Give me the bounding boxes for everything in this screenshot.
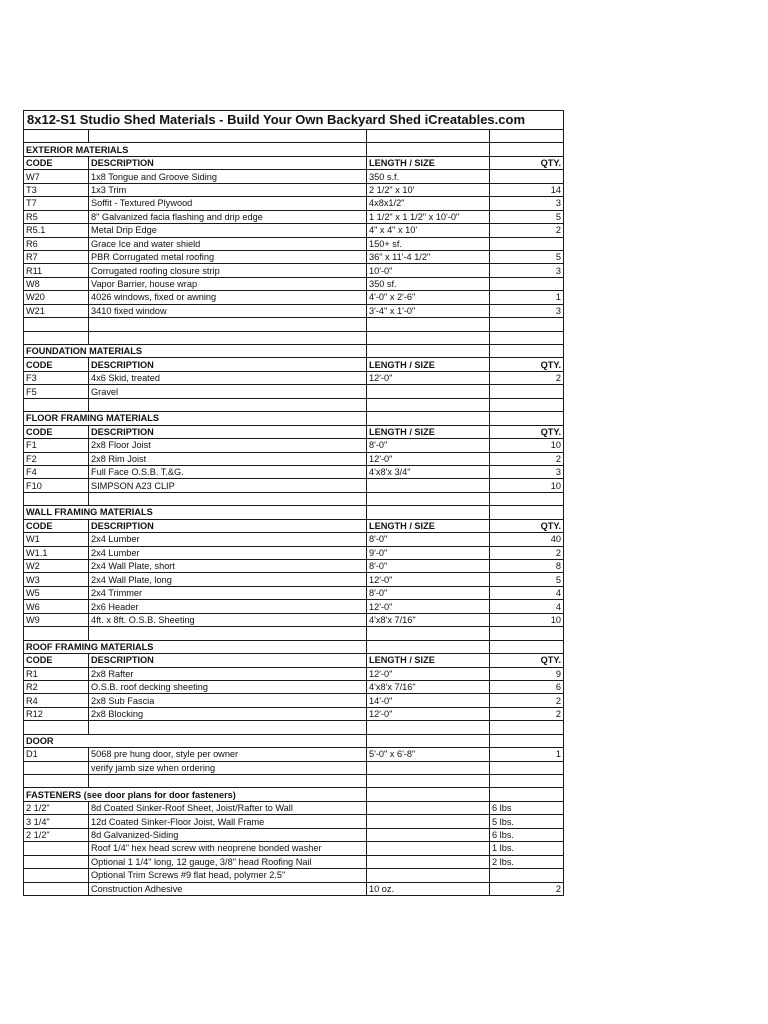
blank-cell (24, 775, 89, 788)
description-cell: 2x8 Rim Joist (89, 452, 367, 465)
description-cell: O.S.B. roof decking sheeting (89, 680, 367, 693)
table-row (24, 560, 564, 573)
size-cell (367, 761, 490, 774)
code-cell: F3 (24, 371, 89, 384)
length-header: LENGTH / SIZE (367, 519, 490, 532)
blank-cell (367, 492, 490, 505)
description-cell: Vapor Barrier, house wrap (89, 277, 367, 290)
size-cell: 4'-0" x 2'-6" (367, 291, 490, 304)
section-row (24, 506, 564, 519)
blank-cell (490, 492, 564, 505)
description-cell: 2x4 Wall Plate, long (89, 573, 367, 586)
size-cell: 8'-0" (367, 586, 490, 599)
blank-row (24, 398, 564, 411)
table-row (24, 291, 564, 304)
table-row (24, 694, 564, 707)
qty-cell: 2 (490, 546, 564, 559)
size-cell (367, 385, 490, 398)
blank-row (24, 775, 564, 788)
qty-cell: 14 (490, 183, 564, 196)
length-header: LENGTH / SIZE (367, 654, 490, 667)
table-row (24, 170, 564, 183)
table-row (24, 761, 564, 774)
description-cell: Metal Drip Edge (89, 224, 367, 237)
blank-cell (367, 788, 490, 801)
table-row (24, 371, 564, 384)
qty-cell: 2 (490, 707, 564, 720)
blank-cell (24, 627, 89, 640)
blank-cell (490, 398, 564, 411)
blank-cell (24, 331, 89, 344)
qty-cell: 2 (490, 224, 564, 237)
blank-cell (89, 775, 367, 788)
code-cell (24, 869, 89, 882)
code-cell: 2 1/2" (24, 828, 89, 841)
description-cell: 8" Galvanized facia flashing and drip edge (89, 210, 367, 223)
qty-cell: 3 (490, 264, 564, 277)
code-cell: R12 (24, 707, 89, 720)
fastener-row (24, 842, 564, 855)
size-cell (367, 842, 490, 855)
qty-cell: 2 (490, 882, 564, 895)
section-row (24, 345, 564, 358)
code-cell: F10 (24, 479, 89, 492)
blank-row (24, 318, 564, 331)
blank-cell (367, 130, 490, 143)
blank-cell (490, 640, 564, 653)
code-header: CODE (24, 358, 89, 371)
size-cell: 1 1/2" x 1 1/2" x 10'-0" (367, 210, 490, 223)
size-cell: 12'-0" (367, 707, 490, 720)
blank-cell (367, 734, 490, 747)
table-row (24, 667, 564, 680)
column-header-row (24, 654, 564, 667)
sheet-title: 8x12-S1 Studio Shed Materials - Build Your Own Backyard Shed iCreatables.com (24, 111, 564, 130)
description-cell: 3410 fixed window (89, 304, 367, 317)
size-cell (367, 479, 490, 492)
section-row (24, 412, 564, 425)
blank-cell (367, 721, 490, 734)
table-row (24, 197, 564, 210)
code-cell: R5.1 (24, 224, 89, 237)
size-cell: 5'-0" x 6'-8" (367, 748, 490, 761)
description-cell: Construction Adhesive (89, 882, 367, 895)
size-cell: 14'-0" (367, 694, 490, 707)
table-row (24, 600, 564, 613)
description-cell: 4026 windows, fixed or awning (89, 291, 367, 304)
blank-row (24, 627, 564, 640)
size-cell (367, 801, 490, 814)
blank-row (24, 721, 564, 734)
blank-cell (367, 143, 490, 156)
section-title: FASTENERS (see door plans for door fasteners) (24, 788, 367, 801)
amount-cell (490, 869, 564, 882)
code-cell (24, 855, 89, 868)
qty-header: QTY. (490, 156, 564, 169)
description-header: DESCRIPTION (89, 519, 367, 532)
size-cell: 12'-0" (367, 371, 490, 384)
code-cell (24, 882, 89, 895)
table-row (24, 237, 564, 250)
code-cell: F1 (24, 439, 89, 452)
table-row (24, 465, 564, 478)
blank-cell (490, 788, 564, 801)
description-cell: Full Face O.S.B. T.&G. (89, 465, 367, 478)
code-header: CODE (24, 425, 89, 438)
code-cell (24, 842, 89, 855)
table-row (24, 586, 564, 599)
blank-cell (89, 492, 367, 505)
code-cell: R5 (24, 210, 89, 223)
fastener-row (24, 801, 564, 814)
table-row (24, 613, 564, 626)
size-cell: 36" x 11'-4 1/2" (367, 250, 490, 263)
size-cell (367, 869, 490, 882)
code-cell: W2 (24, 560, 89, 573)
blank-cell (490, 627, 564, 640)
section-title: FOUNDATION MATERIALS (24, 345, 367, 358)
section-row (24, 734, 564, 747)
blank-cell (24, 492, 89, 505)
description-cell: 2x4 Wall Plate, short (89, 560, 367, 573)
description-cell: 2x8 Sub Fascia (89, 694, 367, 707)
size-cell: 8'-0" (367, 533, 490, 546)
size-cell: 4'x8'x 3/4" (367, 465, 490, 478)
blank-cell (490, 721, 564, 734)
section-row (24, 788, 564, 801)
code-cell: R2 (24, 680, 89, 693)
table-row (24, 546, 564, 559)
description-cell: 2x4 Trimmer (89, 586, 367, 599)
description-cell: Gravel (89, 385, 367, 398)
blank-cell (89, 627, 367, 640)
blank-row (24, 130, 564, 143)
column-header-row (24, 156, 564, 169)
blank-cell (490, 345, 564, 358)
size-cell: 350 s.f. (367, 170, 490, 183)
section-title: EXTERIOR MATERIALS (24, 143, 367, 156)
blank-cell (490, 506, 564, 519)
blank-cell (89, 130, 367, 143)
table-row (24, 385, 564, 398)
qty-cell: 1 (490, 748, 564, 761)
table-row (24, 452, 564, 465)
size-cell: 4" x 4" x 10' (367, 224, 490, 237)
table-row (24, 439, 564, 452)
blank-cell (367, 318, 490, 331)
description-cell: PBR Corrugated metal roofing (89, 250, 367, 263)
qty-cell: 2 (490, 694, 564, 707)
fastener-row (24, 828, 564, 841)
description-cell: Roof 1/4" hex head screw with neoprene bonded washer (89, 842, 367, 855)
description-cell: Soffit - Textured Plywood (89, 197, 367, 210)
description-cell: verify jamb size when ordering (89, 761, 367, 774)
size-cell: 2 1/2" x 10' (367, 183, 490, 196)
table-row (24, 479, 564, 492)
description-cell: 2x8 Blocking (89, 707, 367, 720)
blank-cell (367, 506, 490, 519)
amount-cell: 1 lbs. (490, 842, 564, 855)
code-cell: R4 (24, 694, 89, 707)
code-cell: W5 (24, 586, 89, 599)
qty-cell: 8 (490, 560, 564, 573)
code-cell: R6 (24, 237, 89, 250)
qty-cell (490, 277, 564, 290)
description-cell: 5068 pre hung door, style per owner (89, 748, 367, 761)
qty-cell: 40 (490, 533, 564, 546)
description-cell: 2x8 Rafter (89, 667, 367, 680)
table-row (24, 533, 564, 546)
qty-header: QTY. (490, 358, 564, 371)
description-header: DESCRIPTION (89, 358, 367, 371)
description-cell: SIMPSON A23 CLIP (89, 479, 367, 492)
qty-cell: 6 (490, 680, 564, 693)
code-header: CODE (24, 156, 89, 169)
table-row (24, 210, 564, 223)
description-cell: 2x4 Lumber (89, 546, 367, 559)
qty-cell: 3 (490, 197, 564, 210)
section-title: WALL FRAMING MATERIALS (24, 506, 367, 519)
description-cell: 1x3 Trim (89, 183, 367, 196)
qty-cell: 2 (490, 371, 564, 384)
size-cell: 9'-0" (367, 546, 490, 559)
qty-cell (490, 385, 564, 398)
size-cell: 10'-0" (367, 264, 490, 277)
code-cell: W9 (24, 613, 89, 626)
description-cell: 2x4 Lumber (89, 533, 367, 546)
description-cell: 1x8 Tongue and Groove Siding (89, 170, 367, 183)
code-header: CODE (24, 654, 89, 667)
blank-cell (490, 318, 564, 331)
section-title: ROOF FRAMING MATERIALS (24, 640, 367, 653)
table-row (24, 224, 564, 237)
description-cell: Optional 1 1/4" long, 12 gauge, 3/8" head Roofing Nail (89, 855, 367, 868)
table-row (24, 250, 564, 263)
description-cell: 8d Galvanized-Siding (89, 828, 367, 841)
table-row (24, 707, 564, 720)
qty-cell: 10 (490, 613, 564, 626)
materials-table (23, 110, 564, 896)
table-row (24, 183, 564, 196)
size-cell: 150+ sf. (367, 237, 490, 250)
qty-header: QTY. (490, 519, 564, 532)
blank-cell (367, 345, 490, 358)
blank-cell (89, 398, 367, 411)
description-cell: 8d Coated Sinker-Roof Sheet, Joist/Rafter to Wall (89, 801, 367, 814)
size-cell: 3'-4" x 1'-0" (367, 304, 490, 317)
size-cell: 12'-0" (367, 600, 490, 613)
description-cell: Corrugated roofing closure strip (89, 264, 367, 277)
table-row (24, 748, 564, 761)
code-cell: 2 1/2" (24, 801, 89, 814)
code-cell: R1 (24, 667, 89, 680)
description-cell: 2x8 Floor Joist (89, 439, 367, 452)
column-header-row (24, 425, 564, 438)
size-cell: 4'x8'x 7/16" (367, 680, 490, 693)
qty-cell (490, 170, 564, 183)
table-row (24, 264, 564, 277)
description-cell: 4ft. x 8ft. O.S.B. Sheeting (89, 613, 367, 626)
table-row (24, 573, 564, 586)
blank-cell (367, 627, 490, 640)
size-cell: 4'x8'x 7/16" (367, 613, 490, 626)
code-cell: R11 (24, 264, 89, 277)
description-header: DESCRIPTION (89, 654, 367, 667)
table-row (24, 680, 564, 693)
blank-cell (490, 331, 564, 344)
blank-cell (24, 398, 89, 411)
length-header: LENGTH / SIZE (367, 425, 490, 438)
code-cell: W3 (24, 573, 89, 586)
qty-cell: 1 (490, 291, 564, 304)
title-row (24, 111, 564, 130)
code-cell (24, 761, 89, 774)
section-title: FLOOR FRAMING MATERIALS (24, 412, 367, 425)
size-cell: 8'-0" (367, 560, 490, 573)
size-cell: 12'-0" (367, 667, 490, 680)
blank-cell (367, 775, 490, 788)
column-header-row (24, 358, 564, 371)
size-cell: 12'-0" (367, 452, 490, 465)
qty-header: QTY. (490, 425, 564, 438)
blank-row (24, 492, 564, 505)
code-cell: T7 (24, 197, 89, 210)
section-title: DOOR (24, 734, 367, 747)
qty-cell: 5 (490, 250, 564, 263)
blank-cell (490, 130, 564, 143)
blank-row (24, 331, 564, 344)
size-cell: 4x8x1/2" (367, 197, 490, 210)
description-cell: 12d Coated Sinker-Floor Joist, Wall Frame (89, 815, 367, 828)
blank-cell (367, 640, 490, 653)
fastener-row (24, 869, 564, 882)
size-cell: 350 sf. (367, 277, 490, 290)
blank-cell (367, 398, 490, 411)
qty-cell (490, 237, 564, 250)
code-cell: 3 1/4" (24, 815, 89, 828)
code-cell: W21 (24, 304, 89, 317)
section-row (24, 640, 564, 653)
description-cell: Grace Ice and water shield (89, 237, 367, 250)
table-row (24, 304, 564, 317)
blank-cell (24, 318, 89, 331)
size-cell (367, 815, 490, 828)
qty-cell: 3 (490, 465, 564, 478)
qty-header: QTY. (490, 654, 564, 667)
size-cell: 10 oz. (367, 882, 490, 895)
code-cell: W6 (24, 600, 89, 613)
blank-cell (490, 734, 564, 747)
blank-cell (24, 130, 89, 143)
amount-cell: 6 lbs. (490, 828, 564, 841)
code-cell: W1.1 (24, 546, 89, 559)
blank-cell (89, 721, 367, 734)
description-cell: Optional Trim Screws #9 flat head, polymer 2.5" (89, 869, 367, 882)
code-cell: W20 (24, 291, 89, 304)
description-cell: 4x6 Skid, treated (89, 371, 367, 384)
fastener-row (24, 855, 564, 868)
code-cell: F5 (24, 385, 89, 398)
code-cell: W1 (24, 533, 89, 546)
size-cell: 12'-0" (367, 573, 490, 586)
qty-cell: 10 (490, 439, 564, 452)
length-header: LENGTH / SIZE (367, 358, 490, 371)
fastener-row (24, 815, 564, 828)
qty-cell: 10 (490, 479, 564, 492)
blank-cell (367, 412, 490, 425)
amount-cell: 5 lbs. (490, 815, 564, 828)
code-header: CODE (24, 519, 89, 532)
description-header: DESCRIPTION (89, 425, 367, 438)
section-row (24, 143, 564, 156)
table-row (24, 277, 564, 290)
blank-cell (490, 143, 564, 156)
code-cell: T3 (24, 183, 89, 196)
code-cell: D1 (24, 748, 89, 761)
amount-cell: 2 lbs. (490, 855, 564, 868)
blank-cell (89, 331, 367, 344)
code-cell: F4 (24, 465, 89, 478)
code-cell: W8 (24, 277, 89, 290)
qty-cell (490, 761, 564, 774)
code-cell: R7 (24, 250, 89, 263)
length-header: LENGTH / SIZE (367, 156, 490, 169)
size-cell (367, 855, 490, 868)
amount-cell: 6 lbs (490, 801, 564, 814)
column-header-row (24, 519, 564, 532)
fastener-row (24, 882, 564, 895)
blank-cell (490, 412, 564, 425)
code-cell: F2 (24, 452, 89, 465)
qty-cell: 2 (490, 452, 564, 465)
qty-cell: 5 (490, 573, 564, 586)
qty-cell: 5 (490, 210, 564, 223)
qty-cell: 9 (490, 667, 564, 680)
blank-cell (367, 331, 490, 344)
size-cell: 8'-0" (367, 439, 490, 452)
code-cell: W7 (24, 170, 89, 183)
blank-cell (24, 721, 89, 734)
blank-cell (490, 775, 564, 788)
description-header: DESCRIPTION (89, 156, 367, 169)
description-cell: 2x6 Header (89, 600, 367, 613)
size-cell (367, 828, 490, 841)
qty-cell: 3 (490, 304, 564, 317)
blank-cell (89, 318, 367, 331)
qty-cell: 4 (490, 600, 564, 613)
qty-cell: 4 (490, 586, 564, 599)
